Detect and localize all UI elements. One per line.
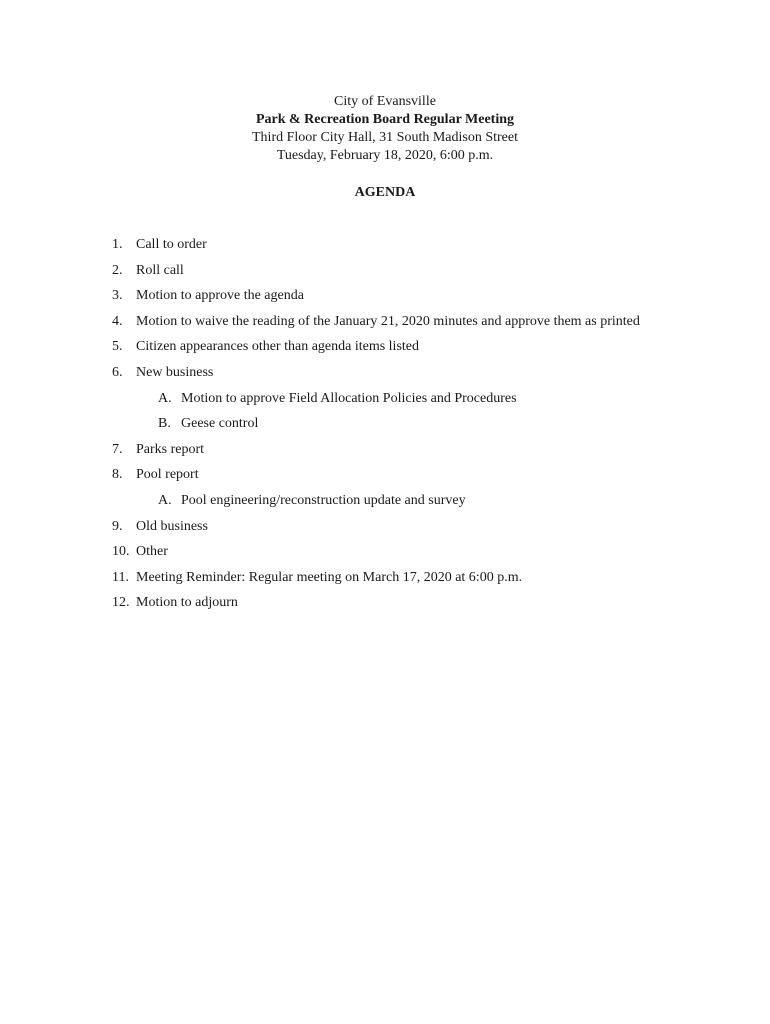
agenda-item-text: Pool report	[136, 467, 199, 483]
agenda-item-number: 12.	[112, 595, 130, 611]
agenda-subitem-text: Motion to approve Field Allocation Policies and Procedures	[181, 390, 517, 406]
agenda-subitem-text: Geese control	[181, 416, 259, 432]
agenda-item	[112, 569, 732, 595]
agenda-item	[112, 338, 732, 364]
agenda-subitem	[112, 415, 732, 441]
agenda-item-text: Roll call	[136, 262, 184, 278]
agenda-item-text: Citizen appearances other than agenda items listed	[136, 339, 420, 355]
agenda-item-number: 3.	[112, 288, 123, 304]
agenda-item-number: 11.	[112, 569, 129, 585]
agenda-item-text: Motion to waive the reading of the January 21, 2020 minutes and approve them as printed	[136, 313, 640, 329]
agenda-subitem	[112, 390, 732, 416]
meeting-title: Park & Recreation Board Regular Meeting	[255, 112, 515, 127]
agenda-item	[112, 364, 732, 390]
city-name: City of Evansville	[334, 94, 436, 109]
agenda-item	[112, 441, 732, 467]
agenda-item	[112, 466, 732, 492]
agenda-item-number: 7.	[112, 441, 123, 457]
agenda-heading: AGENDA	[354, 185, 416, 200]
agenda-item-number: 6.	[112, 364, 123, 380]
agenda-item-number: 5.	[112, 339, 123, 355]
agenda-item	[112, 594, 732, 620]
agenda-item-text: Other	[136, 544, 168, 560]
agenda-item-text: Meeting Reminder: Regular meeting on March 17, 2020 at 6:00 p.m.	[136, 569, 523, 585]
agenda-item-text: Motion to approve the agenda	[136, 288, 304, 304]
agenda-item-number: 8.	[112, 467, 123, 483]
meeting-datetime: Tuesday, February 18, 2020, 6:00 p.m.	[276, 148, 494, 163]
agenda-item-number: 4.	[112, 313, 123, 329]
agenda-subitem-text: Pool engineering/reconstruction update and survey	[181, 492, 466, 508]
agenda-item	[112, 287, 732, 313]
agenda-item-text: Call to order	[136, 237, 207, 252]
agenda-item	[112, 313, 732, 339]
agenda-item-text: Motion to adjourn	[136, 595, 238, 611]
agenda-item	[112, 262, 732, 288]
agenda-item-number: 9.	[112, 518, 123, 534]
agenda-item-text: New business	[136, 364, 214, 380]
agenda-item	[112, 518, 732, 544]
agenda-subitem-letter: B.	[158, 416, 171, 432]
agenda-item-number: 2.	[112, 262, 123, 278]
agenda-item-text: Old business	[136, 518, 208, 534]
agenda-item	[112, 543, 732, 569]
agenda-subitem-letter: A.	[158, 390, 172, 406]
agenda-item-number: 10.	[112, 544, 130, 560]
agenda-subitem	[112, 492, 732, 518]
agenda-list	[112, 236, 732, 620]
agenda-item	[112, 236, 732, 262]
agenda-item-number: 1.	[112, 237, 123, 252]
meeting-location: Third Floor City Hall, 31 South Madison Street	[252, 130, 518, 145]
agenda-item-text: Parks report	[136, 441, 205, 457]
agenda-subitem-letter: A.	[158, 492, 172, 508]
document-header	[0, 93, 770, 165]
